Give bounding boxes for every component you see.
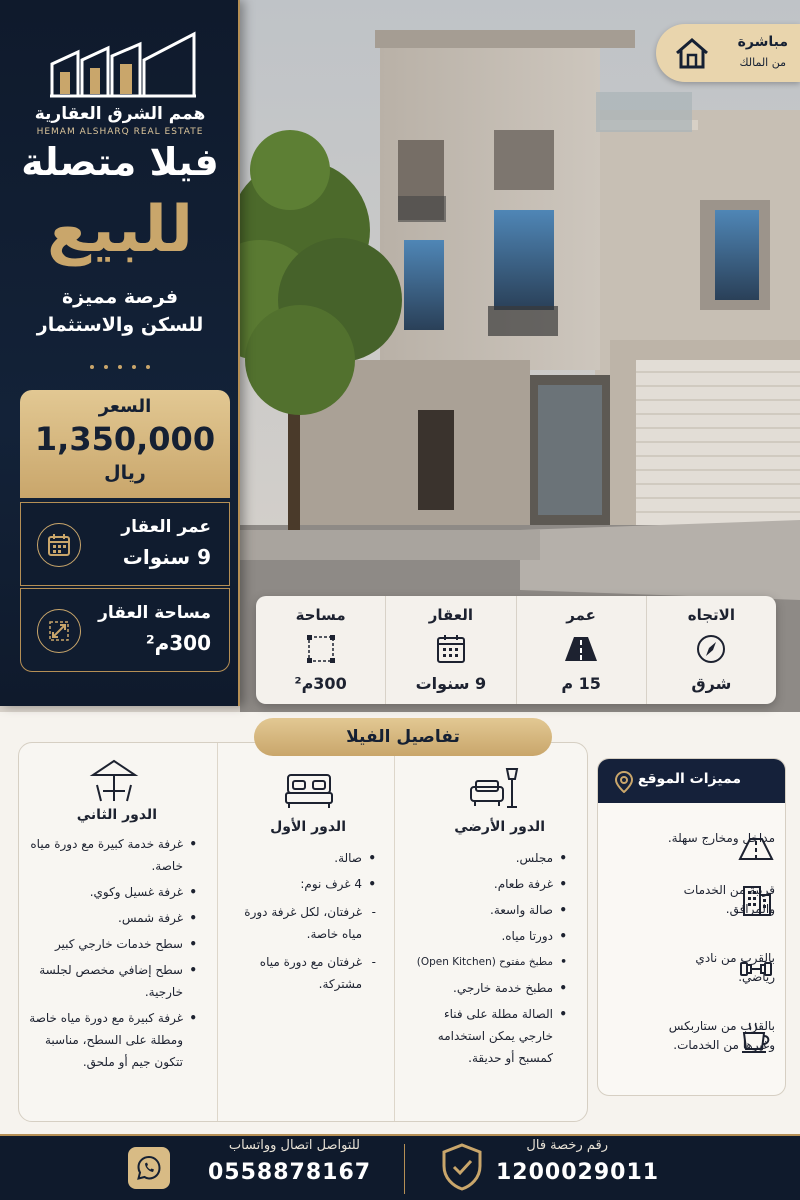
list-item: • صالة. [226,847,376,869]
location-item [598,941,786,1001]
stat-value: 15 م [561,674,601,693]
list-item: • مطبخ مفتوح (Open Kitchen) [407,951,567,973]
second-floor-title: الدور الثاني [76,807,157,823]
list-item: • الصالة مطلة على فناء خارجي يمكن استخدامه كمسبح أو حديقة. [407,1003,567,1069]
location-item [598,1009,786,1069]
ground-floor-column [395,743,589,1121]
price-label: السعر [98,396,152,417]
list-item: • غرفة غسيل وكوي. [27,881,197,903]
villa-details-title: تفاصيل الفيلا [254,718,552,756]
whatsapp-icon[interactable] [128,1147,170,1189]
stat-label: العقار [428,606,474,624]
location-item [598,821,786,881]
calendar-icon [434,634,468,664]
location-title: مميزات الموقع [637,771,741,787]
phone-number[interactable]: 0558878167 [208,1160,372,1185]
stats-bar [256,596,776,704]
shield-check-icon [440,1142,484,1192]
list-item: • صالة واسعة. [407,899,567,921]
house-icon [674,36,710,70]
first-floor-list [226,847,376,999]
license-number: 1200029011 [496,1160,660,1185]
stat-property-age [385,596,515,704]
ground-floor-list [407,847,567,1073]
second-floor-column [19,743,217,1121]
location-item [598,873,786,933]
list-item: • سطح إضافي مخصص لجلسة خارجية. [27,959,197,1003]
list-item: • غرفة شمس. [27,907,197,929]
area-measure-icon [37,609,81,653]
footer-divider [404,1144,405,1194]
calendar-icon [37,523,81,567]
contact-label: للتواصل اتصال وواتساب [228,1138,360,1153]
stat-label: الاتجاه [687,606,735,624]
left-panel [0,0,240,706]
age-label: عمر العقار [121,517,211,537]
stat-value: 9 سنوات [415,674,487,693]
location-text: بالقرب من ستاربكس وغيرها من الخدمات. [668,1019,775,1052]
list-item: • غرفة كبيرة مع دورة مياه خاصة ومطلة على السطح، مناسبة تتكون جيم أو ملحق. [27,1007,197,1073]
license-label: رقم رخصة فال [526,1138,608,1153]
list-item: • غرفة طعام. [407,873,567,895]
price-value: 1,350,000 [34,420,216,458]
list-item: • مطبخ خدمة خارجي. [407,977,567,999]
list-item: • سطح خدمات خارجي كبير [27,933,197,955]
price-currency: ريال [104,462,146,484]
tagline-2: للسكن والاستثمار [36,314,204,336]
map-pin-icon [614,771,634,793]
direct-owner-badge [656,24,800,82]
list-item: • غرفة خدمة كبيرة مع دورة مياه خاصة. [27,833,197,877]
list-subitem: - غرفتان مع دورة مياه مشتركة. [226,951,376,995]
list-item: • دورتا مياه. [407,925,567,947]
location-text: بالقرب من نادي رياضي. [695,951,775,984]
stat-value: شرق [691,674,732,693]
road-icon [564,634,598,664]
compass-icon [694,634,728,664]
sofa-lamp-icon [469,763,519,813]
company-name-latin: HEMAM ALSHARQ REAL ESTATE [36,127,204,137]
logo-icon [48,30,198,100]
umbrella-table-icon [89,757,139,807]
tagline-1: فرصة مميزة [61,286,179,308]
company-name: همم الشرق العقارية [34,104,206,124]
price-box [20,390,230,498]
list-item: • مجلس. [407,847,567,869]
badge-line-1: مباشرة [737,34,788,50]
location-features [597,758,786,1096]
list-item: • 4 غرف نوم: [226,873,376,895]
stat-area [256,596,385,704]
list-subitem: - غرفتان، لكل غرفة دورة مياه خاصة. [226,901,376,945]
stat-label: مساحة [295,606,346,624]
first-floor-title: الدور الأول [270,819,346,835]
second-floor-list [27,833,197,1077]
footer [0,1134,800,1200]
headline-type: فيلا متصلة [21,140,219,184]
badge-line-2: من المالك [739,56,786,69]
location-header [598,759,786,803]
villa-details-box [18,742,588,1122]
ground-floor-title: الدور الأرضي [454,819,545,835]
area-value: 300م² [145,631,211,655]
area-card [20,588,230,672]
dots-divider [90,360,150,374]
location-text: مداخل ومخارج سهلة. [667,831,775,845]
stat-value: 300م² [294,674,347,693]
area-label: مساحة العقار [98,603,211,623]
stat-street-width [516,596,646,704]
bed-icon [284,765,334,815]
age-value: 9 سنوات [122,545,211,569]
age-card [20,502,230,586]
stat-direction [646,596,776,704]
first-floor-column [217,743,395,1121]
area-frame-icon [304,634,338,664]
stat-label: عمر [566,606,596,624]
headline-for-sale: للبيع [46,193,194,267]
location-text: قريبة من الخدمات والمرافق. [683,883,775,916]
